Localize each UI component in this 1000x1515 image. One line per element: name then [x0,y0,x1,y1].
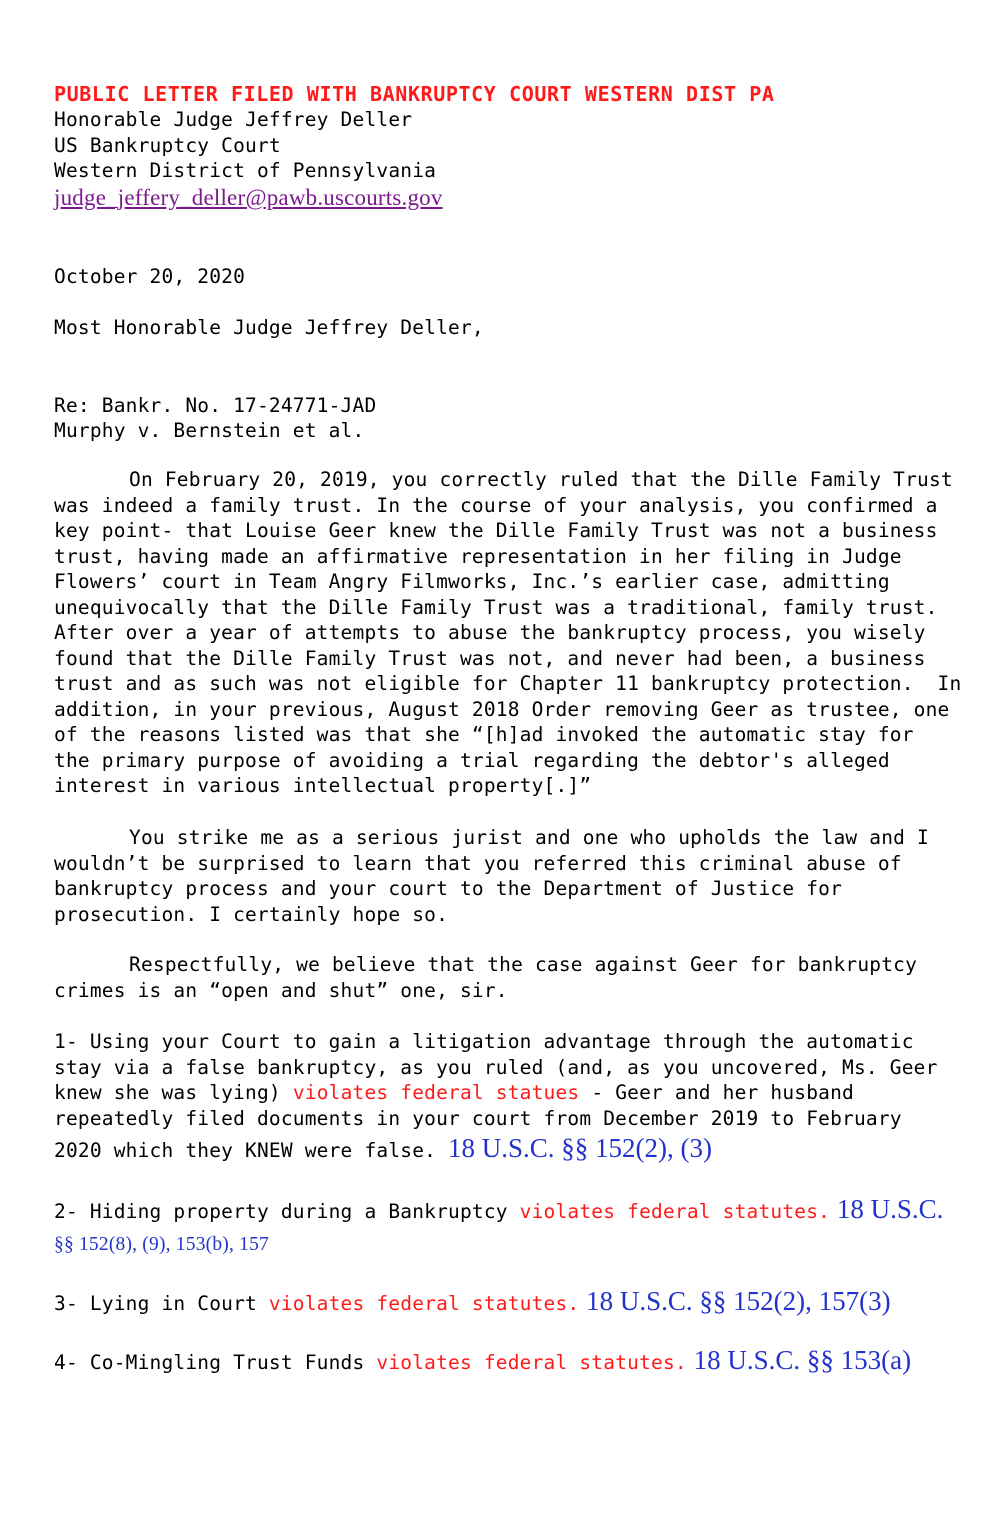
salutation: Most Honorable Judge Jeffrey Deller, [54,316,484,339]
statute-citation: §§ 152(8), (9), 153(b), 157 [54,1234,269,1255]
violation-label: violates federal statutes. [519,1200,831,1223]
item-line [54,1343,959,1380]
item-text: 3- Lying in Court [54,1292,269,1315]
paragraph-line: prosecution. I certainly hope so. [54,902,449,926]
paragraph-line: found that the Dille Family Trust was not, and never had been, a business [54,646,926,670]
item-line [54,1131,959,1168]
addressee-court: US Bankruptcy Court [54,134,281,157]
paragraph-line: key point- that Louise Geer knew the Dille Family Trust was not a business [54,519,938,542]
violation-label: violates federal statues [292,1081,580,1104]
paragraph-respectfully [54,952,959,1003]
paragraph-line: was indeed a family trust. In the course of your analysis, you confirmed a [54,493,938,517]
paragraph-line: You strike me as a serious jurist and one who upholds the law and I [129,826,929,849]
paragraph-line: crimes is an “open and shut” one, sir. [54,978,508,1002]
paragraph-line: After over a year of attempts to abuse the bankruptcy process, you wisely [54,621,926,644]
paragraph-line: On February 20, 2019, you correctly ruled that the Dille Family Trust [129,468,953,491]
violation-item-2 [54,1192,959,1261]
statute-citation: 18 U.S.C. §§ 152(2), (3) [448,1133,713,1163]
letter-heading: PUBLIC LETTER FILED WITH BANKRUPTCY COURT WESTERN DIST PA [54,82,775,106]
statute-citation: 18 U.S.C. §§ 153(a) [686,1345,912,1375]
case-caption: Murphy v. Bernstein et al. [54,419,365,442]
judge-email-link[interactable]: judge_jeffery_deller@pawb.uscourts.gov [54,185,443,210]
violation-item-3 [54,1284,959,1321]
paragraph-line: Flowers’ court in Team Angry Filmworks, Inc.’s earlier case, admitting [54,570,890,593]
statute-citation: 18 U.S.C. [830,1194,944,1224]
paragraph-line: Respectfully, we believe that the case against Geer for bankruptcy [129,953,918,976]
paragraph-line: of the reasons listed was that she “[h]ad invoked the automatic stay for [54,723,914,746]
violation-item-4 [54,1343,959,1380]
paragraph-line: unequivocally that the Dille Family Trust was a traditional, family trust. [54,595,938,619]
statute-citation: 18 U.S.C. §§ 152(2), 157(3) [579,1286,891,1316]
paragraph-line: addition, in your previous, August 2018 Order removing Geer as trustee, one [54,697,950,721]
letter-date: October 20, 2020 [54,265,246,288]
item-text: 2- Hiding property during a Bankruptcy [54,1200,520,1223]
paragraph-jurist [54,825,959,927]
violation-label: violates federal statutes. [376,1351,687,1374]
paragraph-line: bankruptcy process and your court to the Department of Justice for [54,877,843,900]
item-text: knew she was lying) [54,1081,293,1104]
item-line [54,1192,959,1229]
paragraph-line: trust, having made an affirmative representation in her filing in Judge [54,544,902,568]
item-line: 1- Using your Court to gain a litigation advantage through the automatic [54,1030,914,1053]
item-line [54,1080,959,1106]
violation-item-1 [54,1029,959,1168]
item-text: - Geer and her husband [579,1081,854,1104]
addressee-district: Western District of Pennsylvania [54,159,437,182]
item-text: 4- Co-Mingling Trust Funds [54,1351,377,1374]
item-line [54,1284,959,1321]
paragraph-line: wouldn’t be surprised to learn that you referred this criminal abuse of [54,851,902,875]
item-line: repeatedly filed documents in your court from December 2019 to February [54,1106,902,1130]
violation-label: violates federal statutes. [268,1292,580,1315]
case-number: Re: Bankr. No. 17-24771-JAD [54,394,377,417]
item-text: 2020 which they KNEW were false. [54,1139,449,1162]
addressee-name: Honorable Judge Jeffrey Deller [54,108,413,131]
paragraph-line: the primary purpose of avoiding a trial regarding the debtor's alleged [54,748,890,772]
paragraph-ruling [54,467,962,799]
paragraph-line: interest in various intellectual property[.]” [54,774,592,797]
item-line: stay via a false bankruptcy, as you ruled (and, as you uncovered, Ms. Geer [54,1055,938,1079]
paragraph-line: trust and as such was not eligible for Chapter 11 bankruptcy protection. In [54,672,962,695]
